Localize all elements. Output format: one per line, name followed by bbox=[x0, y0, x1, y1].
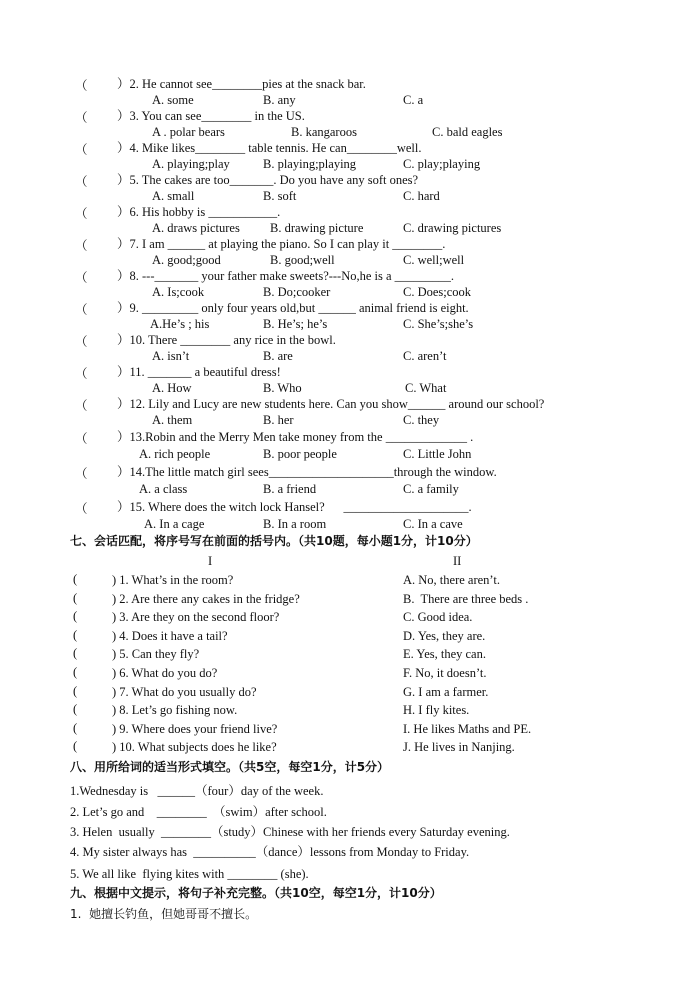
answer-paren[interactable]: （ bbox=[75, 207, 88, 221]
option-a: A. rich people bbox=[139, 447, 211, 461]
fill-in-item: 2. Let’s go and ________ （swim）after school. bbox=[70, 805, 327, 819]
answer-paren[interactable]: （ bbox=[75, 175, 88, 189]
matching-question: ) 8. Let’s go fishing now. bbox=[112, 703, 238, 717]
matching-answer: F. No, it doesn’t. bbox=[403, 666, 487, 680]
option-b: B. kangaroos bbox=[291, 125, 357, 139]
matching-answer: H. I fly kites. bbox=[403, 703, 470, 717]
answer-paren[interactable]: （ bbox=[75, 303, 88, 317]
option-a: A. them bbox=[152, 413, 193, 427]
matching-question: ) 4. Does it have a tail? bbox=[112, 629, 228, 643]
matching-answer: G. I am a farmer. bbox=[403, 685, 489, 699]
answer-paren[interactable]: （ bbox=[75, 335, 88, 349]
option-a: A. isn’t bbox=[152, 349, 190, 363]
question-text: ）14.The little match girl sees____________________through the window. bbox=[117, 465, 497, 479]
option-c: C. play;playing bbox=[403, 157, 481, 171]
option-c: C. Little John bbox=[403, 447, 472, 461]
option-a: A. In a cage bbox=[144, 517, 205, 531]
answer-paren[interactable]: （ bbox=[75, 143, 88, 157]
option-a: A. Is;cook bbox=[152, 285, 205, 299]
answer-paren[interactable]: ( bbox=[73, 739, 78, 753]
matching-answer: I. He likes Maths and PE. bbox=[403, 722, 532, 736]
section-8-title: 八、用所给词的适当形式填空。（共5空，每空1分，计5分） bbox=[70, 760, 390, 774]
matching-answer: E. Yes, they can. bbox=[403, 647, 486, 661]
option-a: A. good;good bbox=[152, 253, 221, 267]
matching-question: ) 10. What subjects does he like? bbox=[112, 740, 277, 754]
question-text: ）6. His hobby is ___________. bbox=[117, 205, 281, 219]
column-ii-header: II bbox=[453, 554, 462, 568]
question-text: ）4. Mike likes________ table tennis. He can________well. bbox=[117, 141, 422, 155]
option-c: C. drawing pictures bbox=[403, 221, 502, 235]
question-text: ）12. Lily and Lucy are new students here. Can you show______ around our school? bbox=[117, 397, 545, 411]
option-c: C. In a cave bbox=[403, 517, 463, 531]
matching-answer: C. Good idea. bbox=[403, 610, 473, 624]
matching-answer: D. Yes, they are. bbox=[403, 629, 486, 643]
option-a: A. How bbox=[152, 381, 192, 395]
option-c: C. bald eagles bbox=[432, 125, 503, 139]
option-b: B. Who bbox=[263, 381, 302, 395]
option-c: C. aren’t bbox=[403, 349, 447, 363]
matching-question: ) 7. What do you usually do? bbox=[112, 685, 257, 699]
question-text: ）7. I am ______ at playing the piano. So I can play it ________. bbox=[117, 237, 446, 251]
column-i-header: I bbox=[208, 554, 213, 568]
answer-paren[interactable]: ( bbox=[73, 646, 78, 660]
fill-in-item: 3. Helen usually ________（study）Chinese with her friends every Saturday evening. bbox=[70, 825, 510, 839]
option-a: A. some bbox=[152, 93, 194, 107]
question-text: ）8. ---_______ your father make sweets?---No,he is a _________. bbox=[117, 269, 455, 283]
question-text: ）2. He cannot see________pies at the snack bar. bbox=[117, 77, 366, 91]
question-text: ）15. Where does the witch lock Hansel? ____________________. bbox=[117, 500, 472, 514]
option-b: B. her bbox=[263, 413, 294, 427]
matching-answer: A. No, there aren’t. bbox=[403, 573, 500, 587]
question-text: ）13.Robin and the Merry Men take money from the _____________ . bbox=[117, 430, 474, 444]
option-a: A. draws pictures bbox=[152, 221, 240, 235]
matching-question: ) 1. What’s in the room? bbox=[112, 573, 234, 587]
answer-paren[interactable]: （ bbox=[75, 239, 88, 253]
answer-paren[interactable]: （ bbox=[75, 79, 88, 93]
answer-paren[interactable]: ( bbox=[73, 702, 78, 716]
answer-paren[interactable]: ( bbox=[73, 721, 78, 735]
option-b: B. He’s; he’s bbox=[263, 317, 328, 331]
option-c: C. well;well bbox=[403, 253, 465, 267]
question-text: ）3. You can see________ in the US. bbox=[117, 109, 305, 123]
option-b: B. good;well bbox=[270, 253, 335, 267]
answer-paren[interactable]: （ bbox=[75, 271, 88, 285]
option-a: A. small bbox=[152, 189, 195, 203]
option-c: C. a bbox=[403, 93, 424, 107]
answer-paren[interactable]: ( bbox=[73, 609, 78, 623]
option-c: C. they bbox=[403, 413, 440, 427]
answer-paren[interactable]: （ bbox=[75, 432, 88, 446]
answer-paren[interactable]: ( bbox=[73, 572, 78, 586]
option-c: C. She’s;she’s bbox=[403, 317, 474, 331]
answer-paren[interactable]: （ bbox=[75, 111, 88, 125]
answer-paren[interactable]: （ bbox=[75, 399, 88, 413]
option-b: B. drawing picture bbox=[270, 221, 364, 235]
option-b: B. are bbox=[263, 349, 293, 363]
option-c: C. Does;cook bbox=[403, 285, 472, 299]
answer-paren[interactable]: ( bbox=[73, 628, 78, 642]
answer-paren[interactable]: （ bbox=[75, 502, 88, 516]
option-a: A. playing;play bbox=[152, 157, 230, 171]
fill-in-item: 5. We all like flying kites with ________ (she). bbox=[70, 867, 309, 881]
option-b: B. playing;playing bbox=[263, 157, 357, 171]
fill-in-item: 4. My sister always has __________（dance）lessons from Monday to Friday. bbox=[70, 845, 470, 859]
translation-item: 1. 她擅长钓鱼，但她哥哥不擅长。 bbox=[70, 907, 258, 921]
answer-paren[interactable]: （ bbox=[75, 367, 88, 381]
question-text: ）5. The cakes are too_______. Do you have any soft ones? bbox=[117, 173, 419, 187]
answer-paren[interactable]: ( bbox=[73, 684, 78, 698]
option-b: B. Do;cooker bbox=[263, 285, 331, 299]
option-b: B. a friend bbox=[263, 482, 317, 496]
answer-paren[interactable]: ( bbox=[73, 591, 78, 605]
section-9-title: 九、根据中文提示，将句子补充完整。（共10空，每空1分，计10分） bbox=[70, 886, 442, 900]
question-text: ）11. _______ a beautiful dress! bbox=[117, 365, 281, 379]
option-a: A. a class bbox=[139, 482, 188, 496]
question-text: ）10. There ________ any rice in the bowl. bbox=[117, 333, 336, 347]
option-c: C. What bbox=[405, 381, 447, 395]
matching-question: ) 2. Are there any cakes in the fridge? bbox=[112, 592, 300, 606]
option-c: C. hard bbox=[403, 189, 440, 203]
matching-answer: B. There are three beds . bbox=[403, 592, 529, 606]
option-a: A . polar bears bbox=[152, 125, 225, 139]
option-b: B. soft bbox=[263, 189, 297, 203]
matching-question: ) 6. What do you do? bbox=[112, 666, 218, 680]
question-text: ）9. _________ only four years old,but ______ animal friend is eight. bbox=[117, 301, 469, 315]
matching-answer: J. He lives in Nanjing. bbox=[403, 740, 515, 754]
matching-question: ) 5. Can they fly? bbox=[112, 647, 200, 661]
matching-question: ) 9. Where does your friend live? bbox=[112, 722, 278, 736]
option-b: B. In a room bbox=[263, 517, 327, 531]
option-b: B. any bbox=[263, 93, 296, 107]
section-7-title: 七、会话匹配，将序号写在前面的括号内。（共10题，每小题1分，计10分） bbox=[70, 534, 478, 548]
matching-question: ) 3. Are they on the second floor? bbox=[112, 610, 280, 624]
option-c: C. a family bbox=[403, 482, 459, 496]
answer-paren[interactable]: ( bbox=[73, 665, 78, 679]
option-a: A.He’s ; his bbox=[150, 317, 210, 331]
option-b: B. poor people bbox=[263, 447, 337, 461]
fill-in-item: 1.Wednesday is ______（four）day of the week. bbox=[70, 784, 324, 798]
answer-paren[interactable]: （ bbox=[75, 467, 88, 481]
